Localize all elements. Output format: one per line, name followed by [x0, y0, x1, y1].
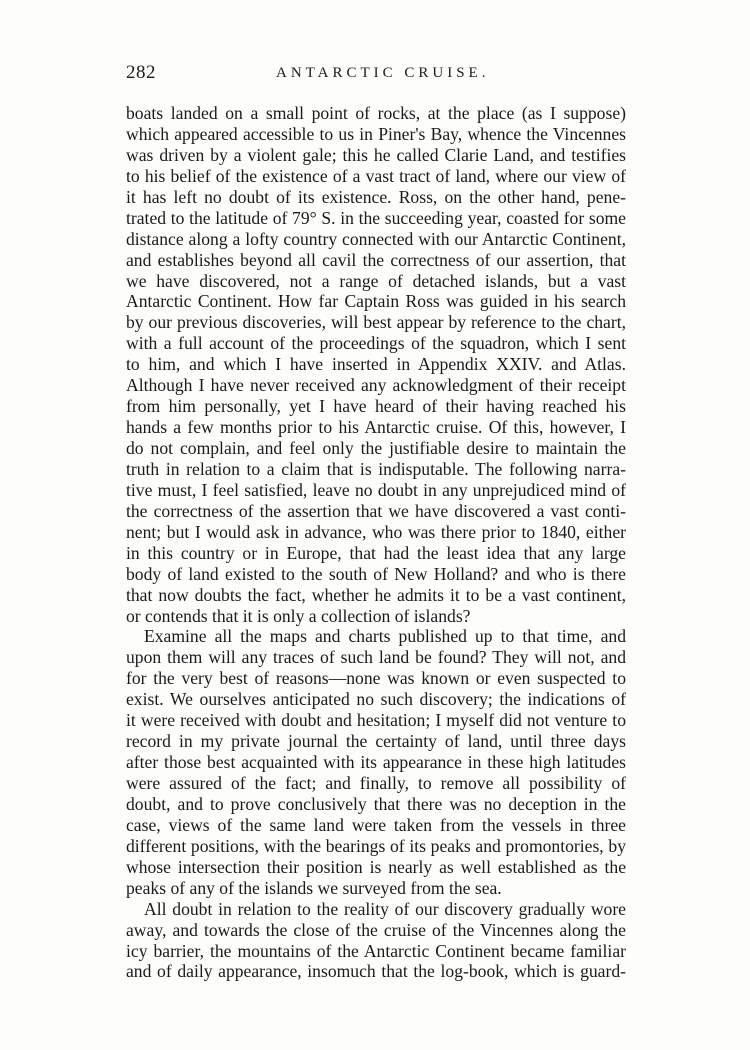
text-line: in this country or in Europe, that had the least idea that any large [126, 542, 626, 563]
running-head: ANTARCTIC CRUISE. [276, 65, 490, 81]
text-line: hands a few months prior to his Antarctic cruise. Of this, however, I [126, 417, 626, 438]
text-line: Antarctic Continent. How far Captain Ross was guided in his search [126, 291, 626, 312]
page-header [126, 62, 626, 92]
text-line: trated to the latitude of 79° S. in the succeeding year, coasted for some [126, 207, 626, 228]
text-line: All doubt in relation to the reality of our discovery gradually wore [144, 898, 626, 919]
text-line: Examine all the maps and charts published up to that time, and [144, 626, 626, 647]
text-line: different positions, with the bearings of its peaks and promontories, by [126, 835, 626, 856]
text-line: distance along a lofty country connected with our Antarctic Continent, [126, 228, 626, 249]
text-line: upon them will any traces of such land be found? They will not, and [126, 647, 626, 668]
text-line: whose intersection their position is nearly as well established as the [126, 856, 626, 877]
text-line: doubt, and to prove conclusively that there was no deception in the [126, 793, 626, 814]
text-line: and establishes beyond all cavil the correctness of our assertion, that [126, 249, 626, 270]
paragraph [126, 899, 626, 983]
text-line: from him personally, yet I have heard of their having reached his [126, 396, 626, 417]
text-line: with a full account of the proceedings of the squadron, which I sent [126, 333, 626, 354]
text-line: it were received with doubt and hesitation; I myself did not venture to [126, 710, 626, 731]
text-line: do not complain, and feel only the justifiable desire to maintain the [126, 438, 626, 458]
body-text [126, 103, 626, 982]
text-line: body of land existed to the south of New Holland? and who is there [126, 563, 626, 584]
text-line: case, views of the same land were taken from the vessels in three [126, 814, 626, 835]
text-line: record in my private journal the certainty of land, until three days [126, 731, 626, 752]
text-line: or contends that it is only a collection of islands? [126, 605, 471, 626]
text-line: that now doubts the fact, whether he admits it to be a vast continent, [126, 584, 626, 605]
text-line: tive must, I feel satisfied, leave no doubt in any unprejudiced mind of [126, 479, 626, 500]
text-line: away, and towards the close of the cruise of the Vincennes along the [126, 919, 626, 940]
text-line: was driven by a violent gale; this he called Clarie Land, and testifies [126, 144, 626, 165]
text-line: Although I have never received any acknowledgment of their receipt [126, 375, 626, 396]
text-line: after those best acquainted with its appearance in these high latitudes [126, 752, 626, 773]
text-line: to him, and which I have inserted in Appendix XXIV. and Atlas. [126, 354, 626, 375]
text-line: icy barrier, the mountains of the Antarctic Continent became familiar [126, 940, 626, 961]
text-line: exist. We ourselves anticipated no such discovery; the indications of [126, 689, 626, 710]
text-line: for the very best of reasons—none was known or even suspected to [126, 668, 626, 689]
text-line: which appeared accessible to us in Piner's Bay, whence the Vincennes [126, 123, 626, 144]
paragraph [126, 626, 626, 898]
text-line: were assured of the fact; and finally, to remove all possibility of [126, 773, 626, 793]
page-number: 282 [126, 62, 156, 83]
text-line: the correctness of the assertion that we have discovered a vast conti- [126, 500, 626, 521]
text-line: peaks of any of the islands we surveyed from the sea. [126, 877, 502, 898]
text-line: to his belief of the existence of a vast tract of land, where our view of [126, 165, 626, 186]
text-line: we have discovered, not a range of detached islands, but a vast [126, 270, 626, 291]
paragraph [126, 103, 626, 626]
text-line: by our previous discoveries, will best appear by reference to the chart, [126, 312, 626, 333]
text-line: and of daily appearance, insomuch that the log-book, which is guard- [126, 961, 626, 982]
text-line: truth in relation to a claim that is indisputable. The following narra- [126, 458, 626, 479]
text-line: nent; but I would ask in advance, who was there prior to 1840, either [126, 521, 626, 542]
text-line: boats landed on a small point of rocks, at the place (as I suppose) [126, 103, 626, 123]
text-line: it has left no doubt of its existence. Ross, on the other hand, pene- [126, 186, 626, 207]
